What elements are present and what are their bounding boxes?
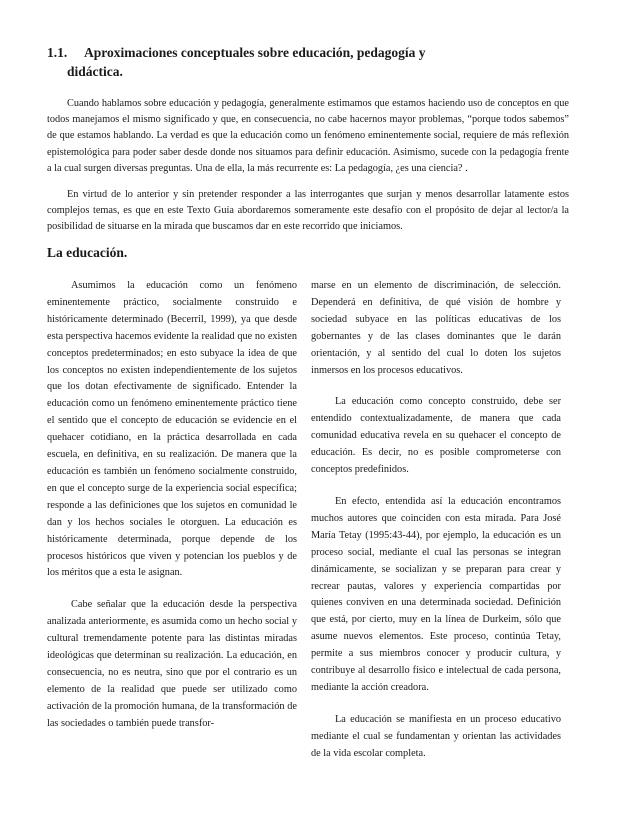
- paragraph: En efecto, entendida así la educación encontramos muchos autores que coinciden con esta mirada. Para José María Tetay (1995:43-44), por ejemplo, la educación es un proceso social, mediante el cual las personas se integran dinámicamente, se socializan y se preparan para crear y recrear pautas, valores y experiencia compartidas por quienes conviven en una determinada sociedad. Definición que está, por cierto, muy en la línea de Durkeim, sólo que asume nuevos elementos. Este proceso, continúa Tetay, permite a sus miembros conocer y producir cultura, y contribuye al desarrollo físico e intelectual de cada persona, mediante la acción creadora.: [311, 495, 561, 693]
- right-column: [311, 278, 561, 778]
- section-number: 1.1.: [47, 45, 68, 60]
- paragraph: La educación se manifiesta en un proceso educativo mediante el cual se fundamentan y orientan las actividades de la vida escolar completa.: [311, 713, 561, 759]
- intro-paragraph: Cuando hablamos sobre educación y pedagogía, generalmente estimamos que estamos haciendo uso de conceptos en que todos manejamos el mismo significado y que, en consecuencia, no cabe hacernos mayor problemas, “porque todos sabemos” de que estamos hablando. La verdad es que la educación como un fenómeno eminentemente social, requiere de más reflexión epistemológica para poder saber desde donde nos situamos para definir educación. Asimismo, sucede con la pedagogía frente a la cual surgen diversas preguntas. Una de ella, la más recurrente es: La pedagogía, ¿es una ciencia? .: [47, 98, 569, 174]
- paragraph: marse en un elemento de discriminación, de selección. Dependerá en definitiva, de qué visión de hombre y sociedad subyace en las políticas educativas de los gobernantes y de las clases dominantes que le darán orientación, y al sentido del cual lo doten los sujetos inmersos en los procesos educativos.: [311, 280, 561, 376]
- paragraph: Asumimos la educación como un fenómeno eminentemente práctico, socialmente construido e históricamente determinado (Becerril, 1999), ya que desde esta perspectiva hacemos evidente la realidad que no existen conceptos predeterminados; en esto subyace la idea de que los conceptos no existen independientemente de los sujetos que los dotan efectivamente de significado. Entender la educación como un fenómeno eminentemente práctico tiene el sentido que el concepto de educación se evidencie en el quehacer cotidiano, en la práctica desarrollada en cada escuela, en definitiva, en su realización. De manera que la educación es también un fenómeno socialmente construido, en que el concepto surge de la experiencia social específica; responde a las definiciones que los sujetos en comunidad le dan y los hechos sociales le otorguen. La educación es históricamente determinada, porque depende de los procesos históricos que viven y potencian los pueblos y de los méritos que a esta le asignan.: [47, 280, 297, 579]
- subheading: La educación.: [47, 245, 128, 260]
- section-title-line2: didáctica.: [67, 64, 123, 79]
- paragraph: Cabe señalar que la educación desde la perspectiva analizada anteriormente, es asumida como un hecho social y cultural tremendamente potente para las distintas miradas ideológicas que determinan su realización. La educación, en consecuencia, no es neutra, sino que por el contrario es un elemento de la realidad que puede ser utilizado como activación de la promoción humana, de la transformación de las sociedades o también puede transfor-: [47, 599, 297, 729]
- section-title-line1: Aproximaciones conceptuales sobre educación, pedagogía y: [84, 45, 426, 60]
- intro-paragraph: En virtud de lo anterior y sin pretender responder a las interrogantes que surjan y menos desarrollar latamente estos complejos temas, es que en este Texto Guía abordaremos someramente este desafío con el propósito de dejar al lector/a la posibilidad de situarse en la mirada que buscamos dar en este recorrido que iniciamos.: [47, 189, 569, 233]
- left-column: [47, 278, 297, 748]
- intro-text: [47, 96, 569, 246]
- paragraph: La educación como concepto construido, debe ser entendido contextualizadamente, de manera que cada comunidad educativa revela en su quehacer el concepto de educación. Es decir, no es posible comprometerse con conceptos predefinidos.: [311, 396, 561, 476]
